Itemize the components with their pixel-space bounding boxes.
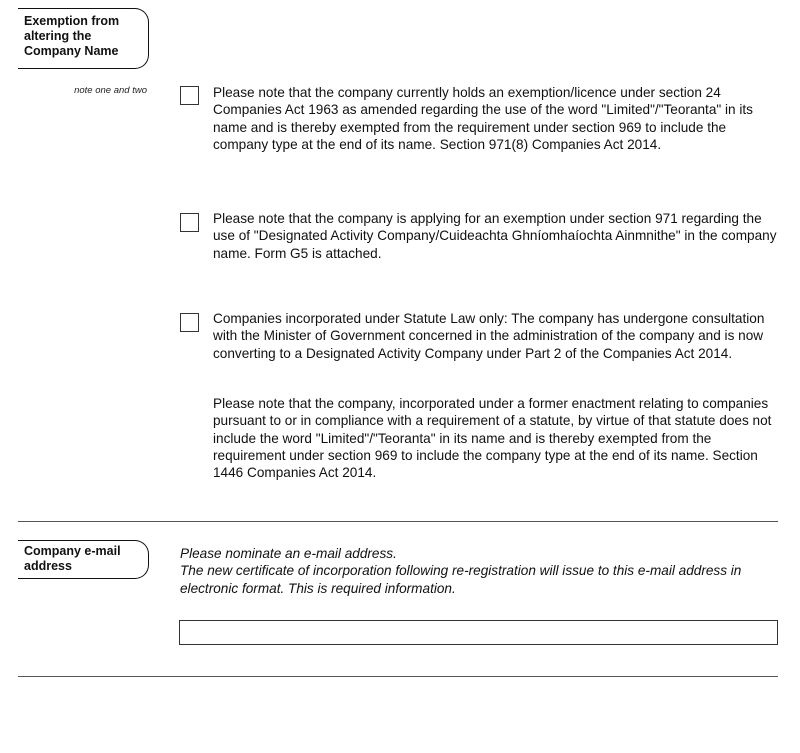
option-text-applying-exemption: Please note that the company is applying for an exemption under section 971 regarding the use of "Designated Activity Company/Cuideachta Ghníomhaíochta Ainmnithe" in the company name. Form G5 is attached. [213,211,777,261]
email-description: The new certificate of incorporation following re-registration will issue to this e-mail address in electronic format. This is required information. [180,563,742,596]
checkbox-statute-law[interactable] [180,313,199,332]
email-input[interactable] [179,620,778,645]
note-label: note one and two [74,85,147,96]
section-tab-email: Company e-mail address [18,540,149,579]
option-text-statute-law: Companies incorporated under Statute Law only: The company has undergone consultation with the Minister of Government concerned in the administration of the company and is now converting to a Designated Activity Company under Part 2 of the Companies Act 2014. [213,311,765,361]
section-tab-exemption: Exemption from altering the Company Name [18,8,149,69]
checkbox-exemption-licence[interactable] [180,86,199,105]
option-text-statute-law-note: Please note that the company, incorporated under a former enactment relating to companies pursuant to or in compliance with a requirement of a statute, by virtue of that statute does not include the word "Limited"/"Teoranta" in its name and is thereby exempted from the requirement under section 969 to include the company type at the end of its name. Section 1446 Companies Act 2014. [213,396,772,481]
checkbox-applying-exemption[interactable] [180,213,199,232]
bottom-divider [18,676,778,677]
option-text-exemption-licence: Please note that the company currently holds an exemption/licence under section 24 Companies Act 1963 as amended regarding the use of the word "Limited"/"Teoranta" in its name and is thereby exempted from the requirement under section 969 to include the company type at the end of its name. Section 971(8) Companies Act 2014. [213,85,753,152]
email-instruction: Please nominate an e-mail address. [180,546,397,561]
section-divider [18,521,778,522]
